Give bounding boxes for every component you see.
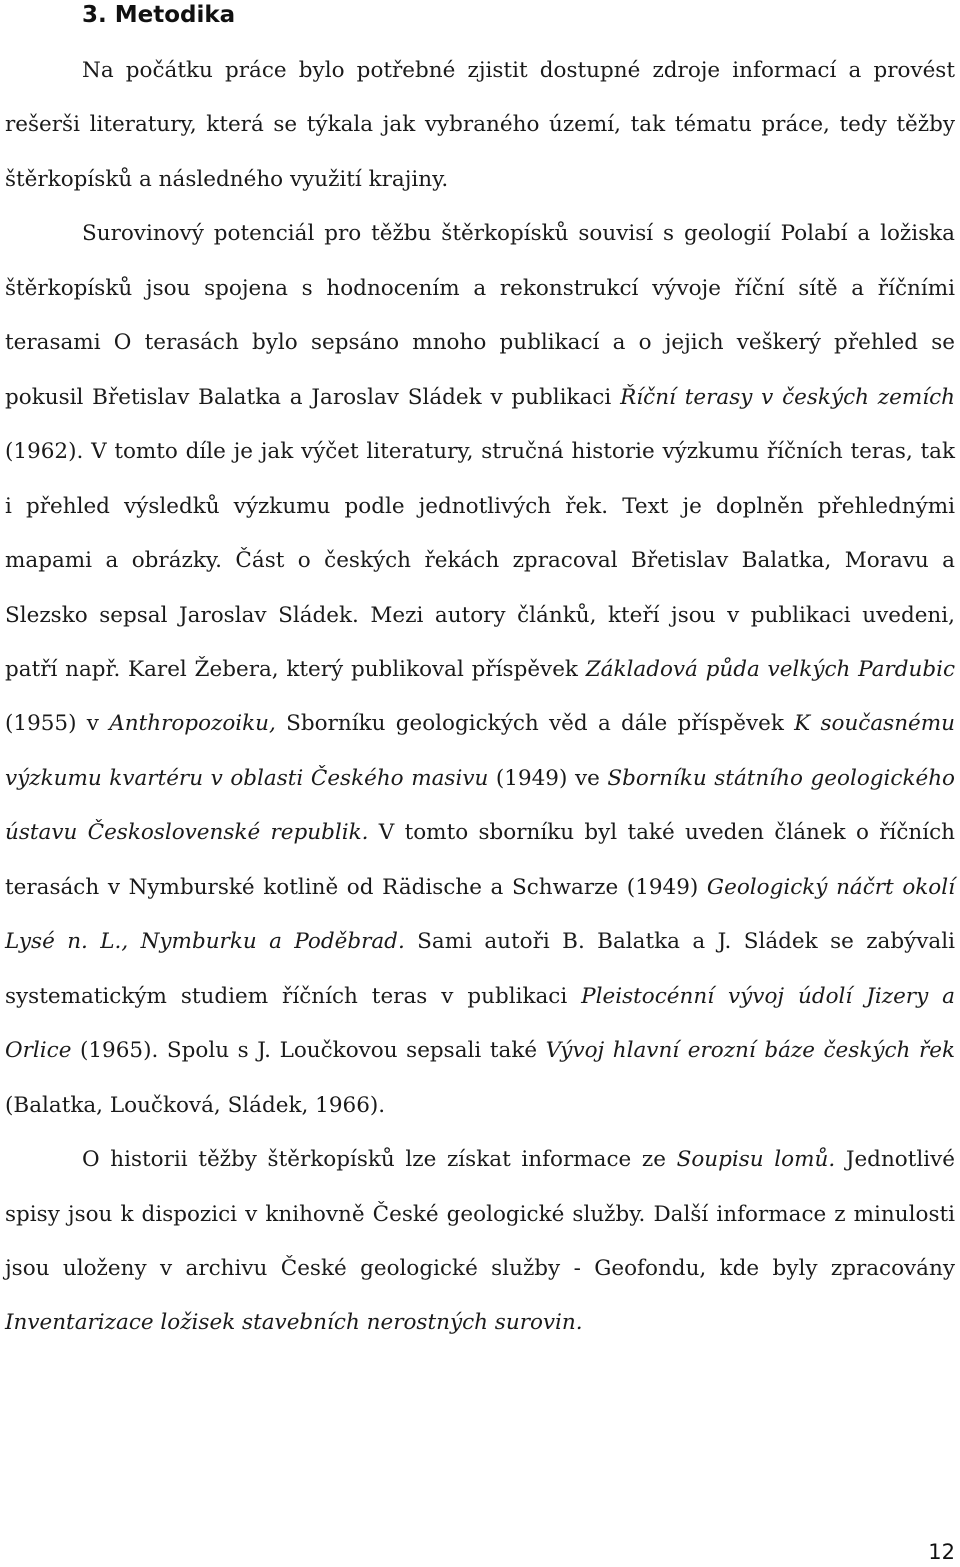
italic-title-text: Pleistocénní vývoj údolí Jizery a Orlice [5, 983, 955, 1064]
section-body [5, 44, 955, 1351]
page-number: 12 [928, 1540, 955, 1564]
paragraph-text: Surovinový potenciál pro těžbu štěrkopísků souvisí s geologií Polabí a ložiska štěrkopísků jsou spojena s hodnocením a rekonstrukcí vývoje říční sítě a říčními terasami O terasách bylo sepsáno mnoho publikací a o jejich veškerý přehled se pokusil Břetislav Balatka a Jaroslav Sládek v publikaci [5, 221, 955, 410]
italic-title-text: Inventarizace ložisek stavebních nerostných surovin. [5, 1310, 583, 1336]
italic-title-text: K současnému výzkumu kvartéru v oblasti Českého masivu [5, 711, 956, 791]
italic-title-text: Říční terasy v českých zemích [620, 384, 955, 410]
italic-title-text: Anthropozoiku, [109, 711, 276, 737]
paragraph-text: (Balatka, Loučková, Sládek, 1966). [5, 1092, 386, 1118]
paragraph-text: (1962). V tomto díle je jak výčet literatury, stručná historie výzkumu říčních teras, tak i přehled výsledků výzkumu podle jednotlivých řek. Text je doplněn přehlednými mapami a obrázky. Část o českých řekách zpracoval Břetislav Balatka, Moravu a Slezsko sepsal Jaroslav Sládek. Mezi autory článků, kteří jsou v publikaci uvedeni, patří např. Karel Žebera, který publikoval příspěvek [5, 439, 955, 682]
paragraph-text: Na počátku práce bylo potřebné zjistit dostupné zdroje informací a provést rešerši literatury, která se týkala jak vybraného území, tak tématu práce, tedy těžby štěrkopísků a následného využití krajiny. [5, 58, 955, 192]
paragraph-text: O historii těžby štěrkopísků lze získat informace ze [82, 1147, 677, 1173]
paragraph-text: (1955) v [5, 711, 110, 737]
paragraph-text: V tomto sborníku byl také uveden článek o říčních terasách v Nymburské kotlině od Rädische a Schwarze (1949) [5, 820, 955, 900]
paragraph-text: Jednotlivé spisy jsou k dispozici v knihovně České geologické služby. Další informace z minulosti jsou uloženy v archivu České geologické služby - Geofondu, kde byly zpracovány [5, 1147, 955, 1281]
italic-title-text: Soupisu lomů. [676, 1147, 836, 1173]
section-heading: 3. Metodika [82, 2, 236, 28]
paragraph-text: Sborníku geologických věd a dále příspěvek [275, 711, 795, 737]
paragraph-text: Sami autoři B. Balatka a J. Sládek se zabývali systematickým studiem říčních teras v publikaci [5, 929, 955, 1009]
italic-title-text: Vývoj hlavní erozní báze českých řek [545, 1038, 955, 1064]
italic-title-text: Základová půda velkých Pardubic [585, 656, 955, 682]
paragraph-text: (1949) ve [488, 765, 608, 791]
italic-title-text: Geologický náčrt okolí Lysé n. L., Nymburku a Poděbrad. [5, 874, 955, 955]
paragraph-text: (1965). Spolu s J. Loučkovou sepsali také [71, 1038, 546, 1064]
paragraph-mining-history [5, 1133, 955, 1351]
paragraph-terraces [5, 207, 955, 1133]
italic-title-text: Sborníku státního geologického ústavu Československé republik. [5, 765, 955, 846]
paragraph-intro [5, 44, 955, 207]
